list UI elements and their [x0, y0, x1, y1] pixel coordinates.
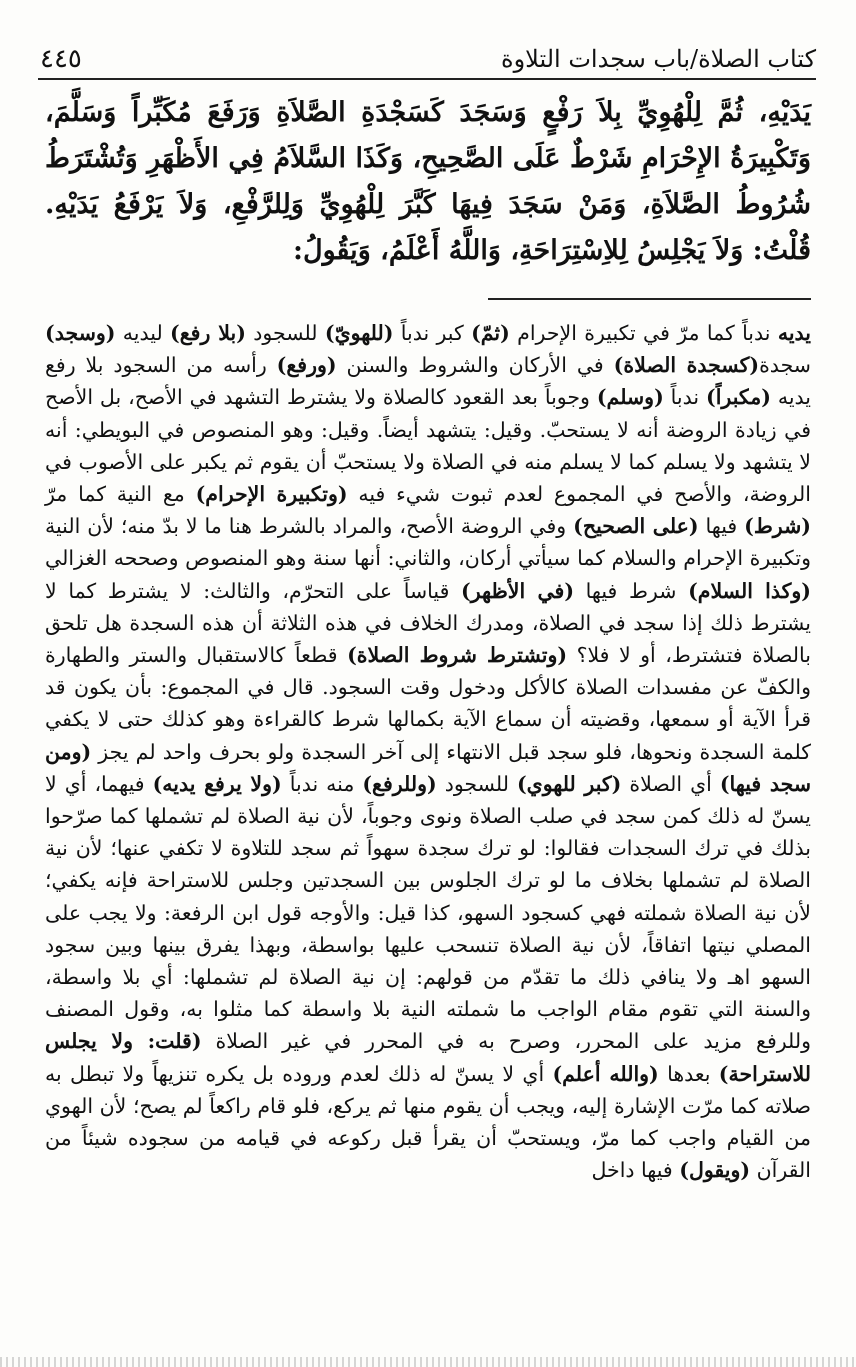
commentary-segment: أي الصلاة [621, 771, 720, 796]
commentary-segment: وفي الروضة الأصح، والمراد بالشرط هنا ما لا بدّ منه؛ لأن النية وتكبيرة الإحرام والسلام كما سيأتي أركان، والثاني: أنها سنة وهو المنصوص وصححه الغزالي [45, 514, 811, 571]
quoted-matn-segment: (كبر للهوي) [516, 771, 622, 796]
quoted-matn-segment: (مكبراً) [706, 385, 771, 410]
main-text: يَدَيْهِ، ثُمَّ لِلْهُوِيِّ بِلاَ رَفْعٍ وَسَجَدَ كَسَجْدَةِ الصَّلاَةِ وَرَفَعَ مُكَبِّراً وَسَلَّمَ، وَتَكْبِيرَةُ الإِحْرَامِ شَرْطٌ عَلَى الصَّحِيحِ، وَكَذَا السَّلاَمُ فِي الأَظْهَرِ وَتُشْتَرَطُ شُرُوطُ الصَّلاَةِ، وَمَنْ سَجَدَ فِيهَا كَبَّرَ لِلْهُوِيِّ وَلِلرَّفْعِ، وَلاَ يَرْفَعُ يَدَيْهِ. قُلْتُ: وَلاَ يَجْلِسُ لِلاِسْتِرَاحَةِ، وَاللَّهُ أَعْلَمُ، وَيَقُولُ: [45, 97, 811, 266]
quoted-matn-segment: (قلت: ولا يجلس للاستراحة) [45, 1029, 812, 1086]
commentary-segment: فيهما، أي لا يسنّ له ذلك كمن سجد في صلب الصلاة ونوى وجوباً، لأن نية الصلاة لم تشملها كما صرّحوا بذلك في ترك السجدات فقالوا: لو ترك سجدة سهواً ثم سجد للتلاوة لا تكفي عنها؛ لأن نية الصلاة لم تشملها بخلاف ما لو ترك الجلوس بين السجدتين وجلس للاستراحة فإنه يكفي؛ لأن نية الصلاة شملته فهي كسجود السهو، كذا قيل: والأوجه قول ابن الرفعة: ولا يجب على المصلي نيتها اتفاقاً، لأن نية الصلاة تنسحب عليها بواسطة، وبهذا يفرق بينها وبين سجود السهو اهـ ولا ينافي ذلك ما تقدّم من قولهم: إن نية الصلاة لم تشملها: أي بلا واسطة، والسنة التي تقوم مقام الواجب ما شملته النية بلا واسطة كما مثلوا به، وقول المصنف وللرفع مزيد على المحرر، وصرح به في المحرر في غير الصلاة [45, 771, 811, 1054]
quoted-matn-segment: (ورفع) [276, 353, 337, 378]
commentary-segment: شرط فيها [574, 578, 689, 603]
commentary-segment: في الأركان والشروط والسنن [336, 353, 614, 378]
footnote-separator [488, 298, 811, 300]
commentary-segment: أي لا يسنّ له ذلك لعدم وروده بل يكره تنزيهاً ولا تبطل به صلاته كما مرّت الإشارة إليه، ويجب أن يقوم منها ثم يركع، فلو قام راكعاً لم يصح؛ لأن الهوي من القيام واجب كما مرّ، ويستحبّ أن يقرأ قبل ركوعه في قيامه من سجوده شيئاً من القرآن [45, 1061, 811, 1183]
commentary-segment: ليديه [115, 321, 171, 345]
quoted-matn-segment: (ولا يرفع يديه) [152, 771, 282, 796]
footer-ornament [0, 1357, 856, 1367]
quoted-matn-segment: (وسلم) [596, 385, 664, 410]
quoted-matn-segment: (وسجد) [45, 321, 116, 345]
commentary-text [45, 317, 811, 1186]
commentary-segment: وجوباً بعد القعود كالصلاة ولا يشترط التشهد في الأصح، بل الأصح في زيادة الروضة أنه لا يستحبّ. وقيل: يتشهد أيضاً. وقيل: وهو المنصوص في البويطي: أنه لا يتشهد ولا يسلم كما لا يسلم منه في الصلاة ولا يستحبّ أن يقوم ثم يكبر على الأصوب في الروضة، والأصح في المجموع لعدم ثبوت شيء فيه [45, 385, 811, 507]
header-rule [38, 78, 816, 80]
quoted-matn-segment: (وتكبيرة الإحرام) [195, 482, 348, 507]
quoted-matn-segment: (وللرفع) [362, 771, 437, 796]
quoted-matn-segment: (والله أعلم) [552, 1061, 659, 1086]
commentary-segment: للسجود [245, 321, 325, 345]
commentary-segment: قطعاً كالاستقبال والستر والطهارة والكفّ عن مفسدات الصلاة كالأكل ودخول وقت السجود. قال في المجموع: بأن يكون قد قرأ الآية أو سمعها، وقضيته أن سماع الآية بكمالها شرط كالقراءة وهو كذلك حتى لا يكفي كلمة السجدة ونحوها، فلو سجد قبل الانتهاء إلى آخر السجدة ولو بحرف واحد لم يجز [45, 643, 811, 764]
quoted-matn-segment: يديه [777, 321, 811, 345]
quoted-matn-segment: (للهويّ) [324, 321, 394, 345]
commentary-segment: للسجود [436, 771, 517, 796]
quoted-matn-segment: (ومن سجد فيها) [45, 739, 812, 796]
quoted-matn-segment: (بلا رفع) [170, 321, 246, 345]
commentary-segment: منه ندباً [281, 771, 363, 796]
commentary-segment: فيها داخل [591, 1158, 680, 1183]
quoted-matn-segment: (وكذا السلام) [688, 578, 811, 603]
page-number: ٤٤٥ [40, 44, 82, 74]
commentary-segment: قياساً على التحرّم، والثالث: لا يشترط كما لا يشترط ذلك إذا سجد في الصلاة، ومدرك الخلاف في هذه الثلاثة أن هذه السجدة هل تلحق بالصلاة فتشترط، أو لا فلا؟ [45, 578, 811, 668]
quoted-matn-segment: (ويقول) [679, 1158, 751, 1183]
commentary-segment: ندباً كما مرّ في تكبيرة الإحرام [509, 321, 778, 345]
commentary-segment: بعدها [658, 1061, 719, 1086]
quoted-matn-segment: (شرط) [744, 514, 811, 539]
quoted-matn-segment: (وتشترط شروط الصلاة) [347, 643, 568, 668]
quoted-matn-segment: (في الأظهر) [461, 578, 575, 603]
commentary-segment: ندباً [663, 385, 707, 410]
quoted-matn-segment: (على الصحيح) [573, 514, 699, 539]
running-head: كتاب الصلاة/باب سجدات التلاوة [501, 45, 816, 73]
page-header [40, 30, 816, 74]
commentary-segment: سجدة [759, 353, 811, 378]
quoted-matn-segment: (كسجدة الصلاة) [613, 353, 760, 378]
commentary-segment: مع النية كما مرّ [45, 482, 196, 507]
quoted-matn-segment: (ثمّ) [471, 321, 510, 345]
commentary-segment: كبر ندباً [393, 321, 472, 345]
commentary-segment: فيها [698, 514, 745, 539]
commentary-segment: رأسه من السجود بلا رفع يديه [45, 353, 811, 410]
